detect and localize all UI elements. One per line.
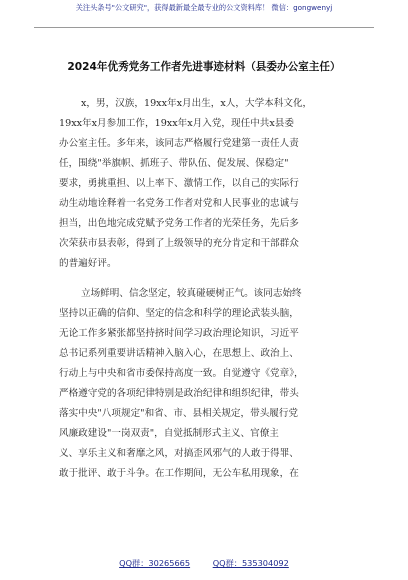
paragraph-line: 风廉政建设"一岗双责"，自觉抵制形式主义、官僚主 bbox=[59, 428, 279, 439]
paragraph-line: 的普遍好评。 bbox=[59, 258, 117, 269]
paragraph-line: 义、享乐主义和奢靡之风，对搞歪风邪气的人敢于得罪、 bbox=[59, 448, 299, 459]
paragraph-line: 要求，勇挑重担、以上率下、激情工作，以自己的实际行 bbox=[59, 178, 299, 189]
header-notice: 关注头条号"公文研究"，获得最新最全最专业的公文资料库！ 微信：gongwenyj bbox=[75, 3, 333, 12]
paragraph-2 bbox=[59, 284, 359, 484]
qq-group-link-1[interactable]: QQ群：30265665 bbox=[119, 558, 191, 568]
paragraph-line: 动生动地诠释着一名党务工作者对党和人民事业的忠诚与 bbox=[59, 198, 299, 209]
header-divider bbox=[34, 27, 374, 28]
paragraph-line: 严格遵守党的各项纪律特别是政治纪律和组织纪律，带头 bbox=[59, 388, 299, 399]
document-title: 2024年优秀党务工作者先进事迹材料（县委办公室主任） bbox=[67, 61, 341, 73]
paragraph-line: 总书记系列重要讲话精神入脑入心，在思想上、政治上、 bbox=[59, 348, 299, 359]
paragraph-line: 落实中央"八项规定"和省、市、县相关规定，带头履行党 bbox=[59, 408, 299, 419]
qq-group-link-2[interactable]: QQ群：535304092 bbox=[212, 558, 289, 568]
footer bbox=[0, 557, 408, 569]
paragraph-1 bbox=[59, 94, 359, 274]
paragraph-line: 敢于批评、敢于斗争。在工作期间，无公车私用现象，在 bbox=[59, 468, 299, 479]
paragraph-line: 坚持以正确的信仰、坚定的信念和科学的理论武装头脑， bbox=[59, 308, 299, 319]
paragraph-line: 办公室主任。多年来，该同志严格履行党建第一责任人责 bbox=[59, 138, 299, 149]
paragraph-line: x，男，汉族，19xx年x月出生，x人，大学本科文化， bbox=[81, 98, 313, 109]
paragraph-line: 立场鲜明、信念坚定，较真碰硬树正气。该同志始终 bbox=[81, 288, 302, 299]
paragraph-line: 次荣获市县表彰，得到了上级领导的充分肯定和干部群众 bbox=[59, 238, 299, 249]
paragraph-line: 担当，出色地完成党赋予党务工作者的光荣任务，先后多 bbox=[59, 218, 299, 229]
paragraph-line: 无论工作多紧张都坚持挤时间学习政治理论知识，习近平 bbox=[59, 328, 299, 339]
paragraph-line: 19xx年x月参加工作，19xx年x月入党，现任中共x县委 bbox=[59, 118, 294, 129]
paragraph-line: 任，围绕"举旗帜、抓班子、带队伍、促发展、保稳定" bbox=[59, 158, 289, 169]
paragraph-line: 行动上与中央和省市委保持高度一致。自觉遵守《党章》， bbox=[59, 368, 304, 379]
